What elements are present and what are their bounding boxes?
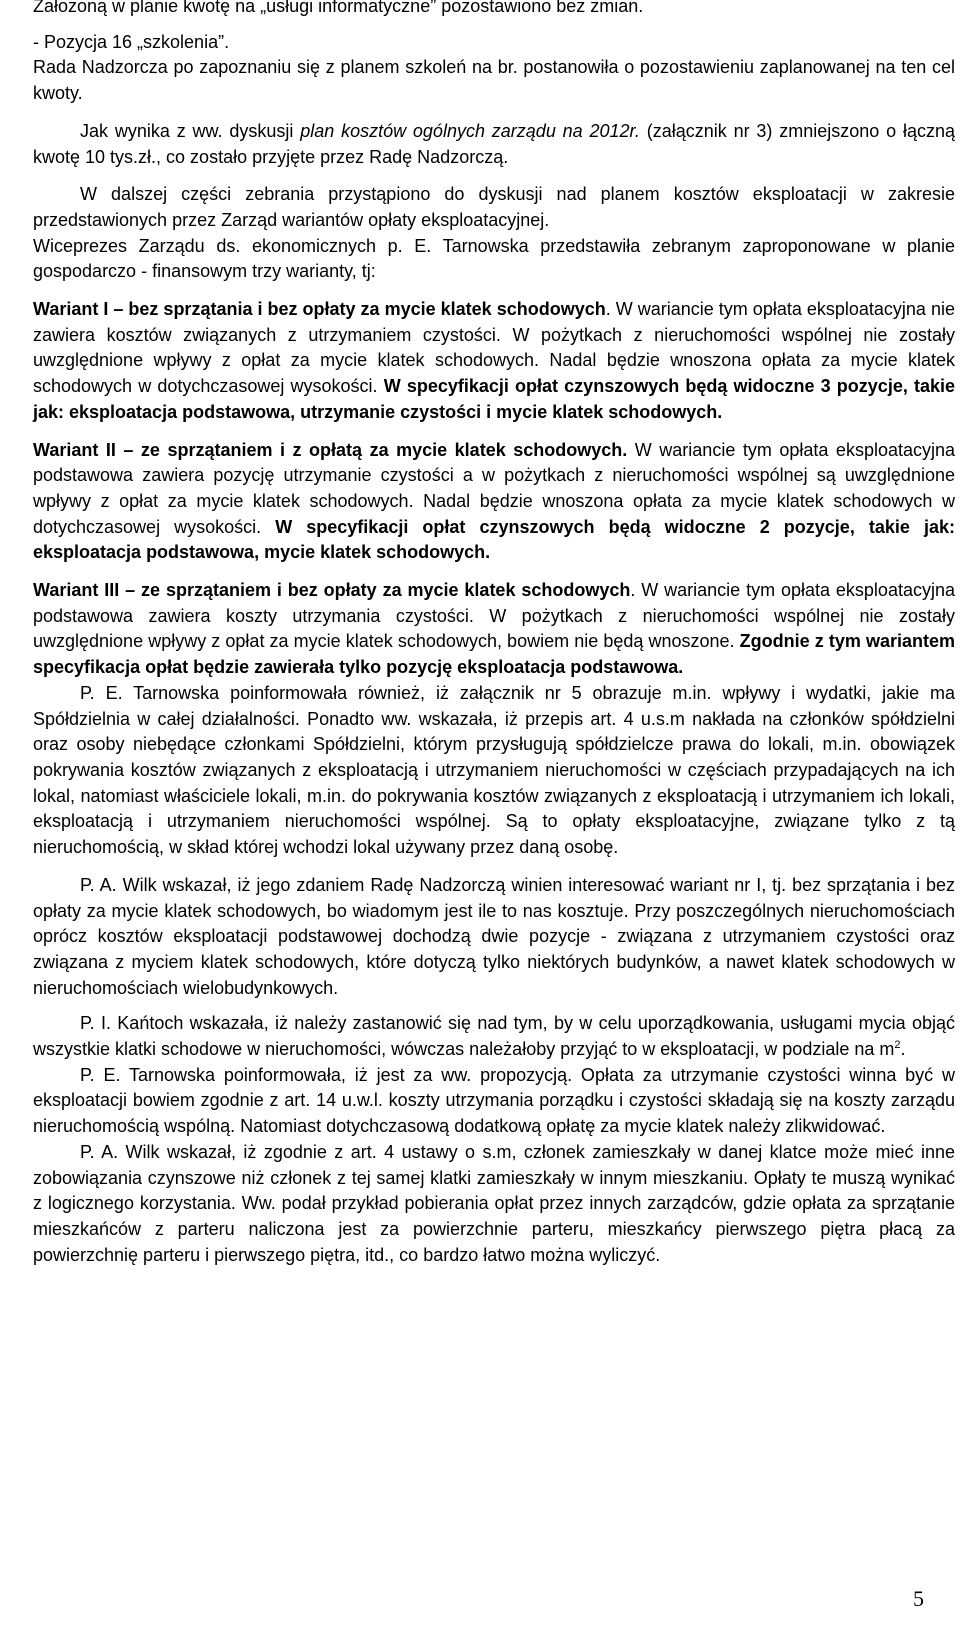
paragraph-kantoch-proposal: P. I. Kańtoch wskazała, iż należy zastanowić się nad tym, by w celu uporządkowania, usługami mycia objąć wszystkie klatki schodowe w nieruchomości, wówczas należałoby przyjąć to w eksploatacji, w podziale na $m^2$. bbox=[33, 1013, 955, 1060]
paragraph-discussion-start: W dalszej części zebrania przystąpiono do dyskusji nad planem kosztów eksploatacji w zakresie przedstawionych przez Zarząd wariantów opłaty eksploatacyjnej. bbox=[33, 184, 955, 230]
paragraph-item-16: - Pozycja 16 „szkolenia”. bbox=[33, 31, 230, 52]
page-number: 5 bbox=[913, 1586, 924, 1611]
paragraph-variant-1: Wariant I – bez sprzątania i bez opłaty za mycie klatek schodowych. W wariancie tym opłata eksploatacyjna nie zawiera kosztów związanych z utrzymaniem czystości. W pożytkach z nieruchomości wspólnej nie zostały uwzględnione wpływy z opłat za mycie klatek schodowych. Nadal będzie wnoszona opłata za mycie klatek schodowych w dotychczasowej wysokości. W specyfikacji opłat czynszowych będą widoczne 3 pozycje, takie jak: eksploatacja podstawowa, utrzymanie czystości i mycie klatek schodowych. bbox=[33, 299, 956, 422]
paragraph-variant-3: Wariant III – ze sprzątaniem i bez opłaty za mycie klatek schodowych. W wariancie tym opłata eksploatacyjna podstawowa zawiera koszty utrzymania czystości. W pożytkach z nieruchomości wspólnej nie zostały uwzględnione wpływy z opłat za mycie klatek schodowych, bowiem nie będą wnoszone. Zgodnie z tym wariantem specyfikacja opłat będzie zawierała tylko pozycję eksploatacja podstawowa. bbox=[33, 580, 955, 678]
document-body bbox=[33, 0, 955, 1268]
paragraph-training-decision: Rada Nadzorcza po zapoznaniu się z planem szkoleń na br. postanowiła o pozostawieniu zaplanowanej na ten cel kwoty. bbox=[33, 57, 955, 104]
paragraph-tarnowska-cleaning: P. E. Tarnowska poinformowała, iż jest za ww. propozycją. Opłata za utrzymanie czystości winna być w eksploatacji bowiem zgodnie z art. 14 u.w.l. koszty utrzymania porządku i czystości składają się na koszty zarządu nieruchomością wspólną. Natomiast dotychczasową dodatkową opłatę za mycie klatek należy zlikwidować. bbox=[33, 1064, 955, 1137]
paragraph-variants-intro: Wiceprezes Zarządu ds. ekonomicznych p. E. Tarnowska przedstawiła zebranym zaproponowane w planie gospodarczo - finansowym trzy warianty, tj: bbox=[33, 235, 955, 282]
paragraph-tarnowska-attachment: P. E. Tarnowska poinformowała również, iż załącznik nr 5 obrazuje m.in. wpływy i wydatki, jakie ma Spółdzielnia w całej działalności. Ponadto ww. wskazała, iż przepis art. 4 u.s.m nakłada na członków spółdzielni oraz osoby niebędące członkami Spółdzielni, którym przysługują spółdzielcze prawa do lokali, m.in. obowiązek pokrywania kosztów związanych z eksploatacją i utrzymaniem nieruchomości w częściach przypadających na ich lokal, natomiast właściciele lokali, m.in. do pokrywania kosztów związanych z eksploatacją i utrzymaniem ich lokali, eksploatacją i utrzymaniem nieruchomości wspólnej. Są to opłaty eksploatacyjne, związane tylko z tą nieruchomością, w skład której wchodzi lokal używany przez daną osobę. bbox=[33, 682, 955, 858]
paragraph-it-services: Założoną w planie kwotę na „usługi informatyczne” pozostawiono bez zmian. bbox=[33, 0, 644, 16]
paragraph-wilk-variant: P. A. Wilk wskazał, iż jego zdaniem Radę Nadzorczą winien interesować wariant nr I, tj. bez sprzątania i bez opłaty za mycie klatek schodowych, bo wiadomym jest ile to nas kosztuje. Przy poszczególnych nieruchomościach oprócz kosztów eksploatacji podstawowej dochodzą dwie pozycje - związana z utrzymaniem czystości oraz związana z myciem klatek schodowych, które dotyczą tylko niektórych budynków, a nawet klatek schodowych w nieruchomościach wielobudynkowych. bbox=[33, 874, 955, 998]
paragraph-wilk-example: P. A. Wilk wskazał, iż zgodnie z art. 4 ustawy o s.m, członek zamieszkały w danej klatce może mieć inne zobowiązania czynszowe niż członek z tej samej klatki zamieszkały w innym mieszkaniu. Opłaty te muszą wynikać z logicznego korzystania. Ww. podał przykład pobierania opłat przez innych zarządców, gdzie opłata za sprzątanie mieszkańców z parteru naliczona jest za powierzchnie parteru, mieszkańcy pierwszego piętra płacą za powierzchnię parteru i pierwszego piętra, itd., co bardzo łatwo można wyliczyć. bbox=[33, 1141, 955, 1265]
paragraph-variant-2: Wariant II – ze sprzątaniem i z opłatą za mycie klatek schodowych. W wariancie tym opłata eksploatacyjna podstawowa zawiera pozycję utrzymanie czystości a w pożytkach z nieruchomości wspólnej są uwzględnione wpływy z opłat za mycie klatek schodowych. Nadal będzie wnoszona opłata za mycie klatek schodowych w dotychczasowej wysokości. W specyfikacji opłat czynszowych będą widoczne 2 pozycje, takie jak: eksploatacja podstawowa, mycie klatek schodowych. bbox=[33, 439, 956, 563]
paragraph-general-costs: Jak wynika z ww. dyskusji plan kosztów ogólnych zarządu na 2012r. (załącznik nr 3) zmniejszono o łączną kwotę 10 tys.zł., co zostało przyjęte przez Radę Nadzorczą. bbox=[33, 120, 955, 167]
